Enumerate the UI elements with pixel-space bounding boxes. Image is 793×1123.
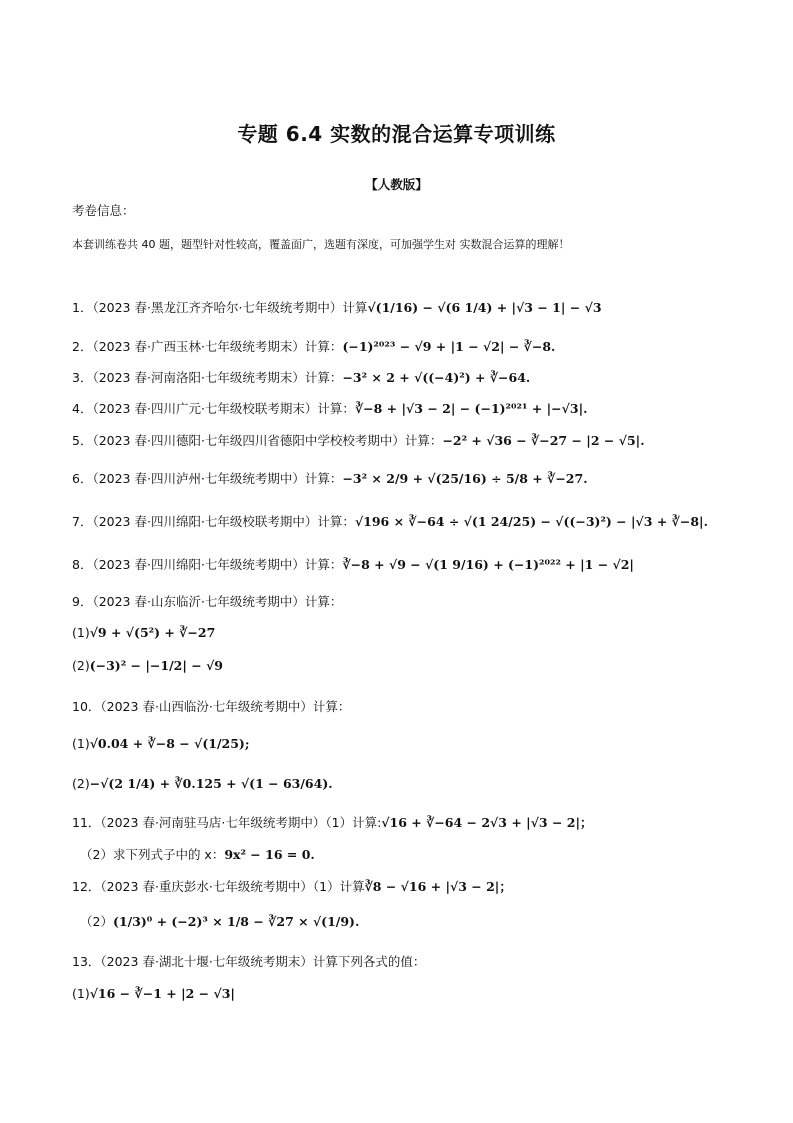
problem-9-part-2	[72, 656, 753, 676]
problem-7	[72, 512, 753, 532]
problem-1	[72, 298, 753, 318]
problem-source: 8．（2023 春·四川绵阳·七年级统考期中）计算：	[72, 557, 343, 572]
math-expression: √9 + √(5²) + ∛−27	[89, 625, 216, 640]
problem-source: 2．（2023 春·广西玉林·七年级统考期末）计算：	[72, 339, 343, 354]
problem-source: 7．（2023 春·四川绵阳·七年级校联考期中）计算：	[72, 514, 355, 529]
problem-source: 5．（2023 春·四川德阳·七年级四川省德阳中学校校考期中）计算：	[72, 433, 443, 448]
math-expression: √16 + ∛−64 − 2√3 + |√3 − 2|；	[381, 815, 593, 830]
problem-2	[72, 337, 753, 357]
problem-source: 3．（2023 春·河南洛阳·七年级统考期末）计算：	[72, 370, 343, 385]
page-title: 专题 6.4 实数的混合运算专项训练	[237, 122, 556, 146]
part-label: (1)	[72, 986, 90, 1001]
math-expression: (1/3)⁰ + (−2)³ × 1/8 − ∛27 × √(1/9).	[112, 914, 360, 929]
problem-6	[72, 469, 753, 489]
edition-label: 【人教版】	[365, 177, 428, 192]
math-expression: −√(2 1/4) + ∛0.125 + √(1 − 63/64).	[89, 776, 333, 791]
part-label: (2)	[72, 658, 90, 673]
problem-11	[72, 813, 753, 833]
problem-source: 9．（2023 春·山东临沂·七年级统考期中）计算：	[72, 594, 343, 609]
problem-source: 1．（2023 春·黑龙江齐齐哈尔·七年级统考期中）计算	[72, 300, 368, 315]
problem-10	[72, 697, 753, 717]
math-expression: −3² × 2/9 + √(25/16) ÷ 5/8 + ∛−27.	[342, 471, 588, 486]
problem-source: 10．（2023 春·山西临汾·七年级统考期中）计算：	[72, 699, 351, 714]
exam-info-label: 考卷信息：	[72, 203, 135, 218]
problem-5	[72, 431, 753, 451]
problem-source: 6．（2023 春·四川泸州·七年级统考期中）计算：	[72, 471, 343, 486]
part-label: （2）求下列式子中的 x：	[80, 847, 225, 862]
math-expression: (−1)²⁰²³ − √9 + |1 − √2| − ∛−8.	[342, 339, 556, 354]
math-expression: √196 × ∛−64 ÷ √(1 24/25) − √((−3)²) − |√3 + ∛−8|.	[354, 514, 708, 529]
problem-4	[72, 399, 753, 419]
math-expression: ∛8 − √16 + |√3 − 2|；	[364, 879, 512, 894]
math-expression: √16 − ∛−1 + |2 − √3|	[89, 986, 235, 1001]
math-expression: −2² + √36 − ∛−27 − |2 − √5|.	[442, 433, 645, 448]
problem-source: 13．（2023 春·湖北十堰·七年级统考期末）计算下列各式的值：	[72, 954, 426, 969]
part-label: (1)	[72, 736, 90, 751]
part-label: (1)	[72, 625, 90, 640]
math-expression: −3² × 2 + √((−4)²) + ∛−64.	[342, 370, 531, 385]
problem-9	[72, 592, 753, 612]
problem-8	[72, 555, 753, 575]
part-label: （2）	[80, 914, 113, 929]
math-expression: ∛−8 + √9 − √(1 9/16) + (−1)²⁰²² + |1 − √2|	[342, 557, 634, 572]
problem-12-part-2	[80, 912, 753, 932]
problem-11-part-2	[80, 845, 753, 865]
problem-source: 4．（2023 春·四川广元·七年级校联考期末）计算：	[72, 401, 355, 416]
exam-info-text: 本套训练卷共 40 题，题型针对性较高，覆盖面广，选题有深度，可加强学生对 实数混合运算的理解！	[72, 238, 570, 251]
problem-10-part-2	[72, 774, 753, 794]
problem-10-part-1	[72, 734, 753, 754]
math-expression: √0.04 + ∛−8 − √(1/25);	[89, 736, 250, 751]
math-expression: 9x² − 16 = 0.	[224, 847, 315, 862]
problem-12	[72, 877, 753, 897]
problem-13-part-1	[72, 984, 753, 1004]
math-expression: √(1/16) − √(6 1/4) + |√3 − 1| − √3	[367, 300, 602, 315]
math-expression: (−3)² − |−1/2| − √9	[89, 658, 223, 673]
problem-source: 12．（2023 春·重庆彭水·七年级统考期中）（1）计算	[72, 879, 365, 894]
math-expression: ∛−8 + |√3 − 2| − (−1)²⁰²¹ + |−√3|.	[354, 401, 588, 416]
problem-3	[72, 368, 753, 388]
problem-9-part-1	[72, 623, 753, 643]
problem-source: 11．（2023 春·河南驻马店·七年级统考期中）（1）计算:	[72, 815, 382, 830]
part-label: (2)	[72, 776, 90, 791]
problem-13	[72, 952, 753, 972]
